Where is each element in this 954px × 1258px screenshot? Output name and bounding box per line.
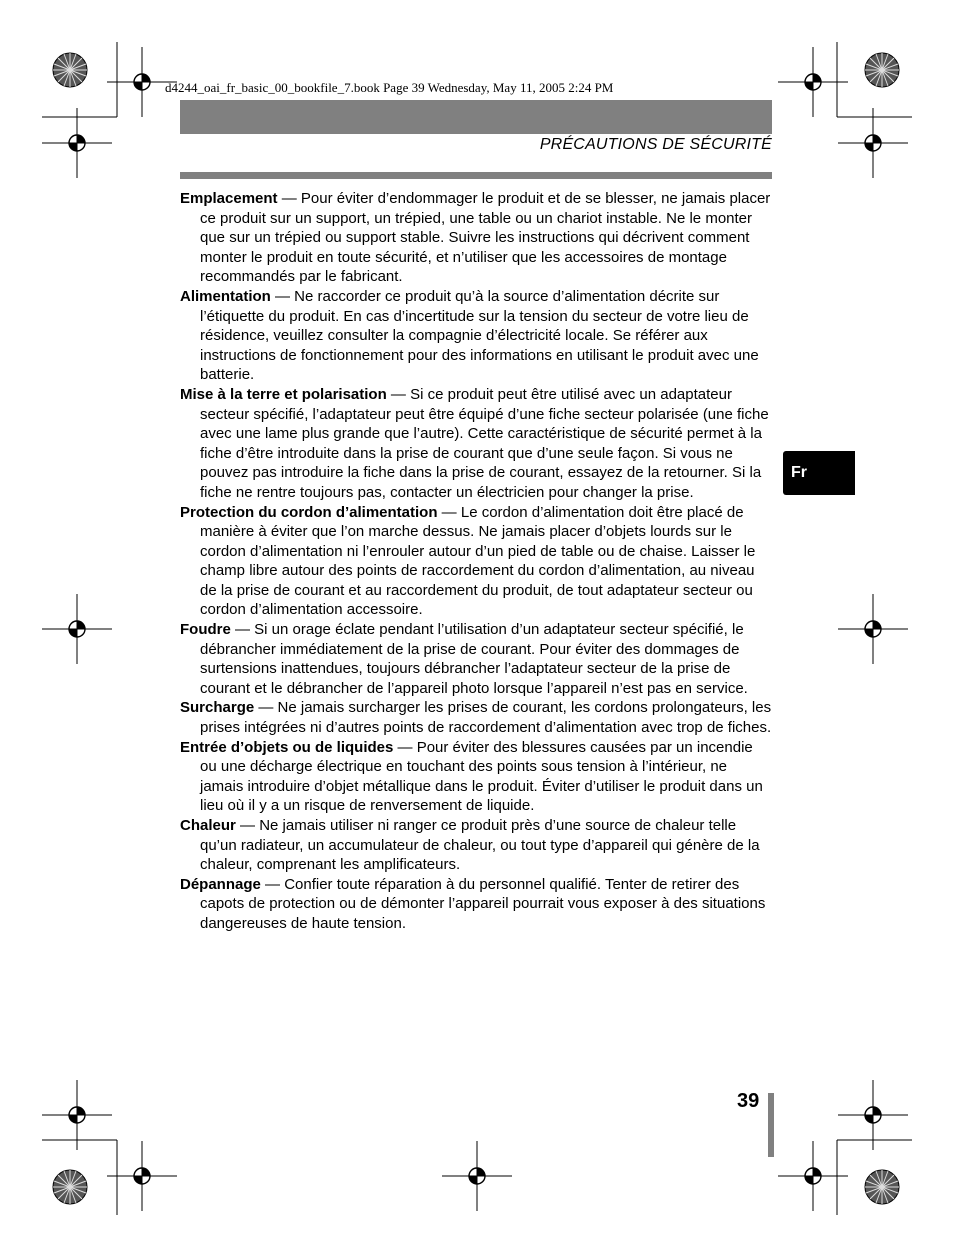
entry-mise-a-la-terre <box>180 385 772 503</box>
entry-term: Chaleur <box>180 817 236 834</box>
entry-text: — Ne raccorder ce produit qu’à la source d’alimentation décrite sur l’étiquette du produit. En cas d’incertitude sur la tension du secteur de votre lieu de résidence, veuillez consulter la compagnie d’électricité locale. Se référer aux instructions de fonctionnement pour des informations en utilisant le produit avec une batterie. <box>200 287 759 384</box>
page-number-bar <box>768 1093 774 1157</box>
entry-term: Dépannage <box>180 875 261 893</box>
entry-text: — Ne jamais utiliser ni ranger ce produit près d’une source de chaleur telle qu’un radiateur, un accumulateur de chaleur, ou tout type d’appareil qui génère de la chaleur, comprenant les amplificateurs. <box>200 817 760 874</box>
entry-term: Mise à la terre et polarisation <box>180 385 387 403</box>
entry-text: — Pour éviter d’endommager le produit et de se blesser, ne jamais placer ce produit sur un support, un trépied, une table ou un chariot instable. Ne le monter que sur un trépied ou support stable. Suivre les instructions qui décrivent comment monter le produit en toute sécurité, et n’utiliser que les accessoires de montage recommandés par le fabricant. <box>200 190 771 286</box>
entry-emplacement <box>180 189 772 287</box>
entry-protection-cordon <box>180 503 772 621</box>
entry-text: — Si un orage éclate pendant l’utilisation d’un adaptateur secteur spécifié, le débrancher immédiatement de la prise de courant. Pour éviter des dommages de surtensions inattendues, toujours débrancher l’adaptateur secteur de la prise de courant et le débrancher de l’appareil photo lorsque l’appareil n’est pas en service. <box>200 621 748 697</box>
entry-text: — Confier toute réparation à du personnel qualifié. Tenter de retirer des capots de protection ou de démonter l’appareil pourrait vous exposer à des situations dangereuses de haute tension. <box>200 875 766 932</box>
precautions-list <box>180 189 772 934</box>
entry-term: Foudre <box>180 621 231 639</box>
entry-chaleur <box>180 816 772 875</box>
header-rule <box>180 172 772 179</box>
entry-surcharge <box>180 698 772 737</box>
entry-term: Surcharge <box>180 699 255 717</box>
print-info-line: d4244_oai_fr_basic_00_bookfile_7.book Page 39 Wednesday, May 11, 2005 2:24 PM <box>165 80 614 95</box>
entry-term: Emplacement <box>180 190 278 207</box>
language-tab: Fr <box>783 451 855 495</box>
entry-foudre <box>180 620 772 698</box>
entry-text: — Le cordon d’alimentation doit être placé de manière à éviter que l’on marche dessus. Ne jamais placer d’objets lourds sur le cordon d’alimentation ni l’enrouler autour d’un pied de table ou de chaise. Laisser le champ libre autour des points de raccordement du cordon d’alimentation, au niveau de la prise de courant et au raccordement du produit, de tout adaptateur secteur ou cordon d’alimentation accessoire. <box>200 503 756 619</box>
section-title: PRÉCAUTIONS DE SÉCURITÉ <box>539 136 772 153</box>
entry-alimentation <box>180 287 772 385</box>
entry-text: — Pour éviter des blessures causées par un incendie ou une décharge électrique en touchant des points sous tension à l’intérieur, ne jamais introduire d’objet métallique dans le produit. Éviter d’utiliser le produit dans un lieu où il y a un risque de renversement de liquide. <box>200 738 763 815</box>
entry-term: Alimentation <box>180 287 271 305</box>
entry-term: Protection du cordon d’alimentation <box>180 503 438 521</box>
page-number: 39 <box>737 1090 760 1112</box>
entry-entree-objets <box>180 738 772 816</box>
header-band <box>180 100 772 134</box>
entry-term: Entrée d’objets ou de liquides <box>180 738 394 756</box>
entry-text: — Ne jamais surcharger les prises de courant, les cordons prolongateurs, les prises intégrées ni d’autres points de raccordement d’alimentation avec trop de fiches. <box>200 699 772 737</box>
entry-depannage <box>180 875 772 934</box>
entry-text: — Si ce produit peut être utilisé avec un adaptateur secteur spécifié, l’adaptateur peut être équipé d’une fiche secteur polarisée (une fiche avec une lame plus grande que l’autre). Cette caractéristique de sécurité permet à la fiche d’être introduite dans la prise de courant que d’une seule façon. Si vous ne pouvez pas introduire la fiche dans la prise de courant, essayez de la retourner. Si la fiche ne rentre toujours pas, contacter un électricien pour changer la prise. <box>200 385 769 501</box>
